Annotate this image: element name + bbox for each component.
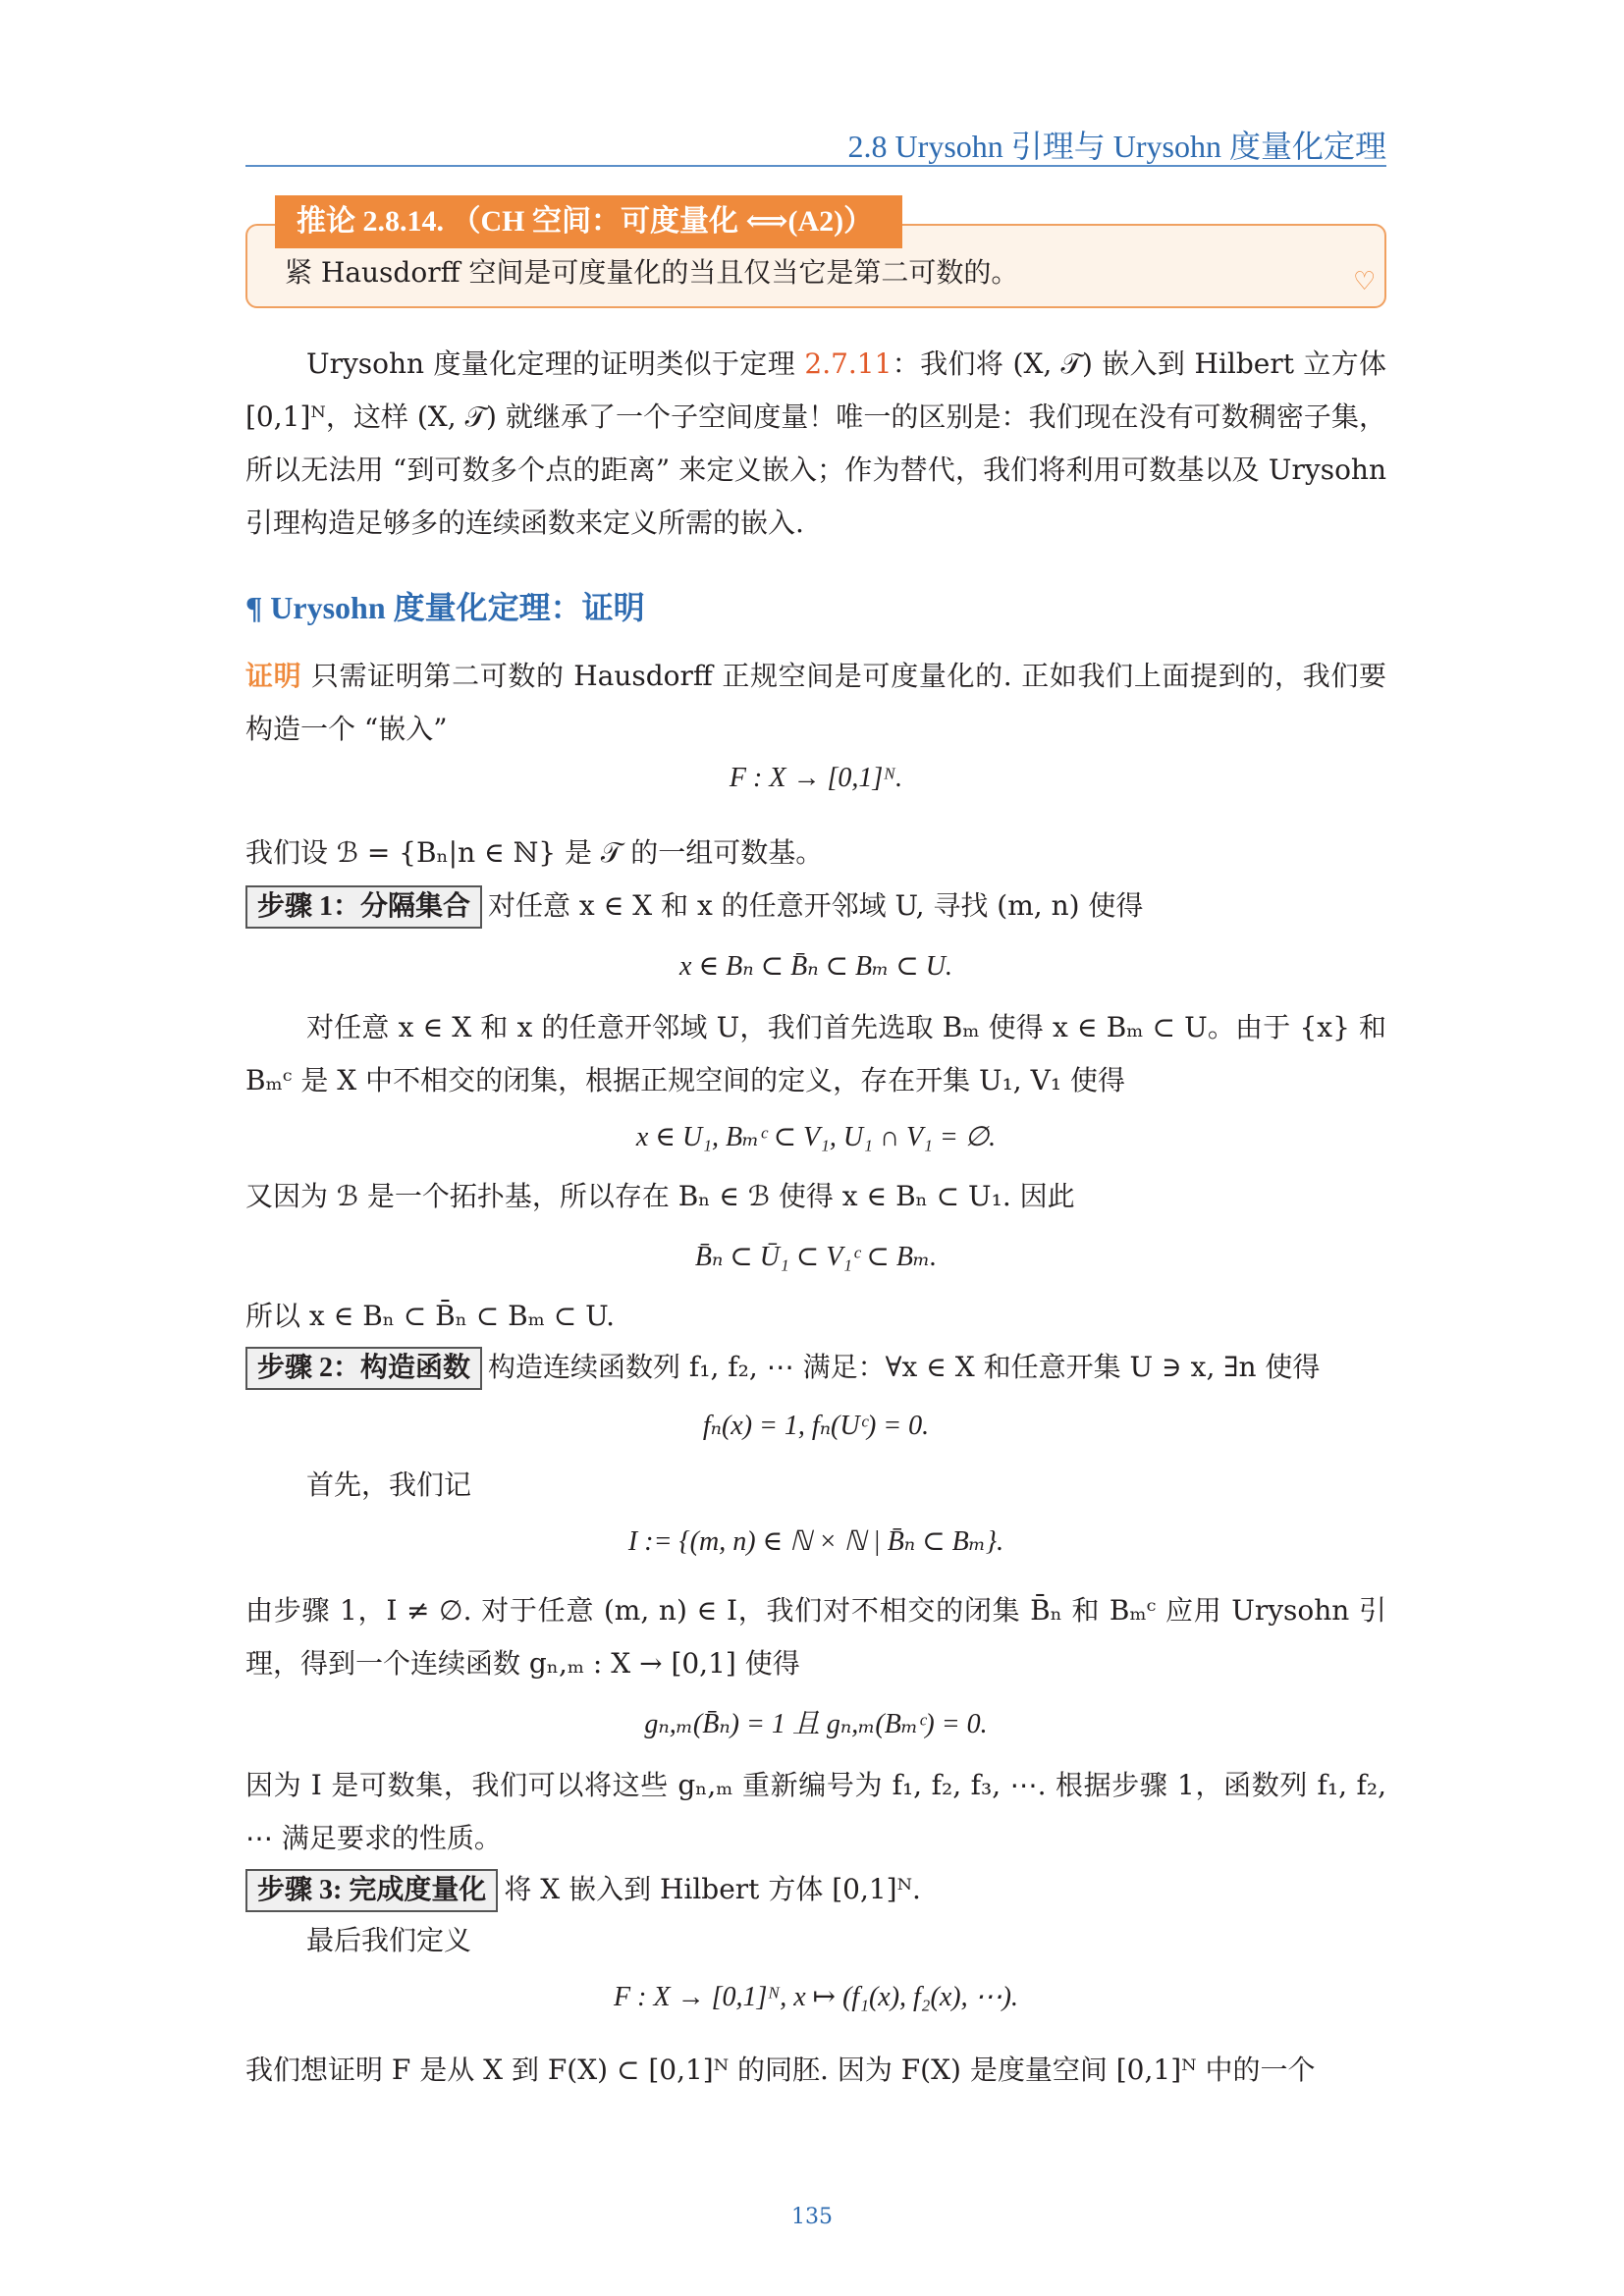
step-2-label: 步骤 2：构造函数 bbox=[245, 1347, 482, 1390]
section-heading: ¶ Urysohn 度量化定理：证明 bbox=[245, 590, 645, 625]
proof-last-paragraph: 我们想证明 F 是从 X 到 F(X) ⊂ [0,1]ᴺ 的同胚. 因为 F(X) 是度量空间 [0,1]ᴺ 中的一个 bbox=[245, 2054, 1316, 2086]
equation-fn-values: fₙ(x) = 1, fₙ(Uᶜ) = 0. bbox=[702, 1411, 930, 1441]
heart-icon: ♡ bbox=[1353, 267, 1377, 296]
intro-paragraph bbox=[245, 338, 1386, 550]
equation-separation: x ∈ Bₙ ⊂ B̄ₙ ⊂ Bₘ ⊂ U. bbox=[679, 951, 952, 982]
equation-index-set: I := {(m, n) ∈ ℕ × ℕ | B̄ₙ ⊂ Bₘ}. bbox=[627, 1526, 1004, 1557]
proof-conclusion-step1: 所以 x ∈ Bₙ ⊂ B̄ₙ ⊂ Bₘ ⊂ U. bbox=[245, 1300, 616, 1332]
step-1-line bbox=[245, 880, 1386, 933]
intro-text-1: Urysohn 度量化定理的证明类似于定理 bbox=[306, 347, 805, 380]
step-3-label: 步骤 3: 完成度量化 bbox=[245, 1869, 498, 1912]
proof-paragraph-relabel: 因为 I 是可数集，我们可以将这些 gₙ,ₘ 重新编号为 f₁, f₂, f₃, ⋯. 根据步骤 1，函数列 f₁, f₂, ⋯ 满足要求的性质。 bbox=[245, 1769, 1386, 1854]
step-3-text: 将 X 嵌入到 Hilbert 方体 [0,1]ᴺ. bbox=[504, 1873, 921, 1905]
equation-final-map: F : X → [0,1]ᴺ, x ↦ (f₁(x), f₂(x), ⋯). bbox=[614, 1982, 1018, 2012]
proof-label: 证明 bbox=[245, 660, 302, 692]
intro-text-2: ：我们将 (X, 𝒯) 嵌入到 Hilbert 立方体 [0,1]ᴺ，这样 (X, 𝒯) 就继承了一个子空间度量！唯一的区别是：我们现在没有可数稠密子集，所以无法用 “到可数多个点的距离” 来定义嵌入；作为替代，我们将利用可数基以及 Urysohn 引理构造足够多的连续函数来定义所需的嵌入. bbox=[245, 347, 1386, 539]
proof-paragraph-urysohn: 由步骤 1，I ≠ ∅. 对于任意 (m, n) ∈ I，我们对不相交的闭集 B̄ₙ 和 Bₘᶜ 应用 Urysohn 引理，得到一个连续函数 gₙ,ₘ : X → [0,1] 使得 bbox=[245, 1594, 1386, 1680]
proof-text-1: 只需证明第二可数的 Hausdorff 正规空间是可度量化的. 正如我们上面提到的，我们要构造一个 “嵌入” bbox=[245, 660, 1386, 745]
running-header: 2.8 Urysohn 引理与 Urysohn 度量化定理 bbox=[847, 129, 1386, 164]
proof-basis-sentence: 我们设 ℬ = {Bₙ|n ∈ ℕ} 是 𝒯 的一组可数基。 bbox=[245, 836, 824, 869]
equation-g-values: gₙ,ₘ(B̄ₙ) = 1 且 gₙ,ₘ(Bₘᶜ) = 0. bbox=[644, 1709, 988, 1739]
proof-basis-argument: 又因为 ℬ 是一个拓扑基，所以存在 Bₙ ∈ ℬ 使得 x ∈ Bₙ ⊂ U₁. 因此 bbox=[245, 1180, 1075, 1212]
header-rule bbox=[245, 165, 1386, 167]
theorem-reference-link[interactable]: 2.7.11 bbox=[804, 347, 893, 380]
step-1-label: 步骤 1：分隔集合 bbox=[245, 885, 482, 929]
proof-final-define: 最后我们定义 bbox=[306, 1924, 472, 1956]
equation-open-sets: x ∈ U₁, Bₘᶜ ⊂ V₁, U₁ ∩ V₁ = ∅. bbox=[635, 1122, 997, 1152]
proof-paragraph-1 bbox=[245, 650, 1386, 756]
corollary-statement: 紧 Hausdorff 空间是可度量化的当且仅当它是第二可数的。 bbox=[285, 256, 1019, 289]
proof-paragraph-step1: 对任意 x ∈ X 和 x 的任意开邻域 U，我们首先选取 Bₘ 使得 x ∈ Bₘ ⊂ U。由于 {x} 和 Bₘᶜ 是 X 中不相交的闭集，根据正规空间的定义，存在开集 U₁, V₁ 使得 bbox=[245, 1011, 1386, 1096]
proof-first-note: 首先，我们记 bbox=[306, 1468, 472, 1501]
corollary-tag: 推论 2.8.14. （CH 空间：可度量化 ⟺(A2)） bbox=[275, 195, 902, 248]
equation-closure-chain: B̄ₙ ⊂ Ū₁ ⊂ V₁ᶜ ⊂ Bₘ. bbox=[694, 1242, 938, 1272]
step-2-text: 构造连续函数列 f₁, f₂, ⋯ 满足：∀x ∈ X 和任意开集 U ∋ x, ∃n 使得 bbox=[488, 1351, 1321, 1383]
equation-embedding: F : X → [0,1]ᴺ. bbox=[729, 763, 903, 793]
step-2-line bbox=[245, 1341, 1386, 1394]
page-number: 135 bbox=[791, 2205, 833, 2229]
step-1-text: 对任意 x ∈ X 和 x 的任意开邻域 U, 寻找 (m, n) 使得 bbox=[488, 889, 1144, 922]
step-3-line bbox=[245, 1863, 1386, 1916]
